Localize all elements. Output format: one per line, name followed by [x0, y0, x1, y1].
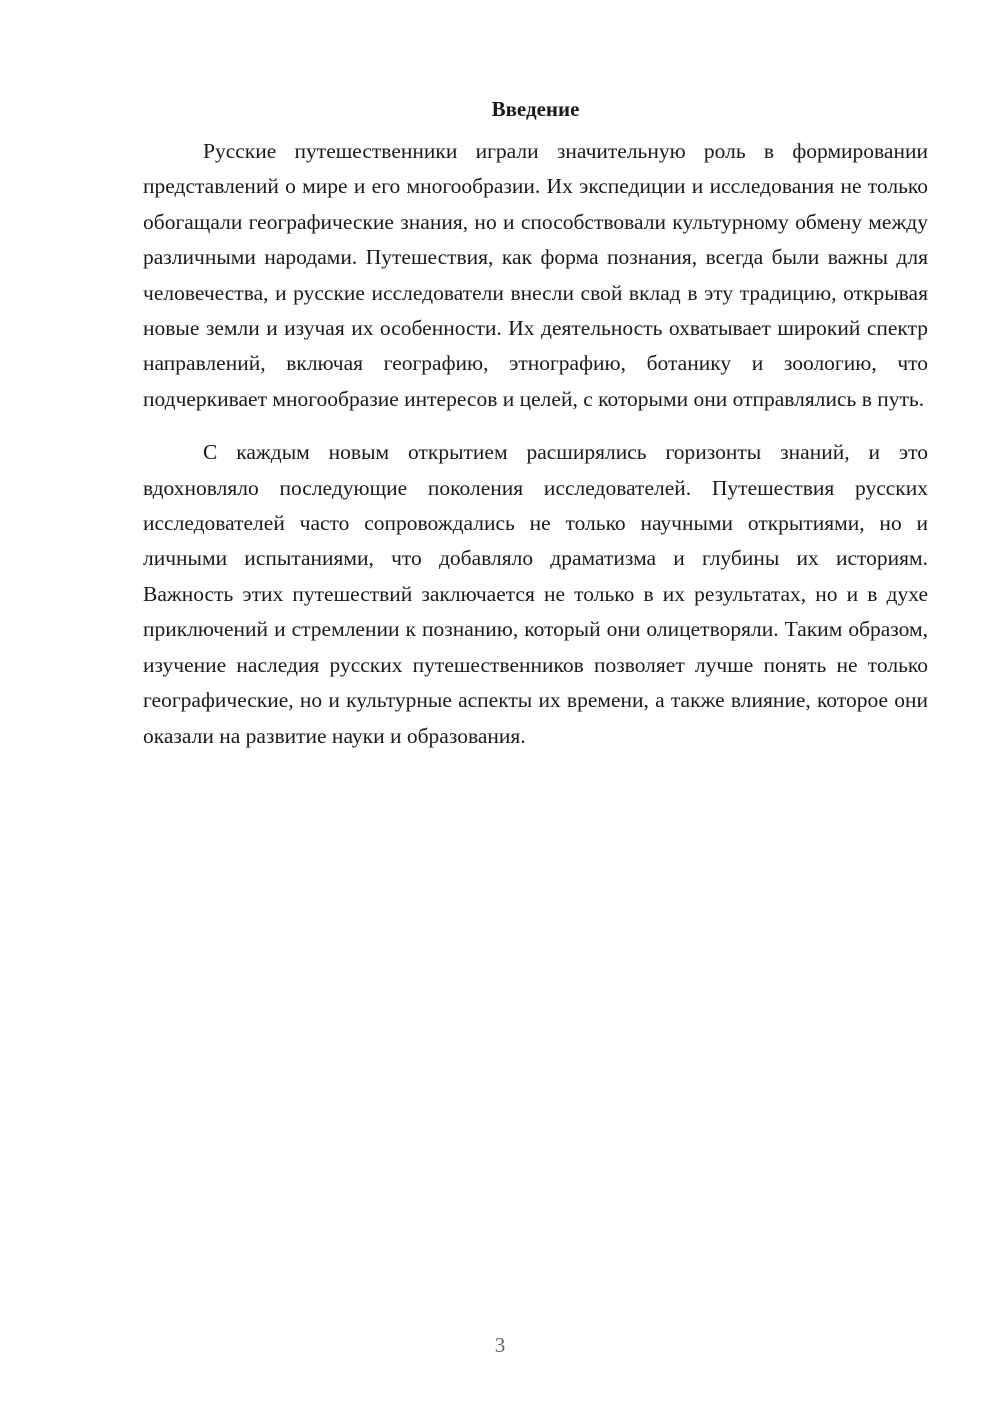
section-heading: Введение	[491, 97, 580, 121]
body-paragraph-1: Русские путешественники играли значительную роль в формировании представлений о мире и его многообразии. Их экспедиции и исследования не только обогащали географические знания, но и способствовали культурному обмену между различными народами. Путешествия, как форма познания, всегда были важны для человечества, и русские исследователи внесли свой вклад в эту традицию, открывая новые земли и изучая их особенности. Их деятельность охватывает широкий спектр направлений, включая географию, этнографию, ботанику и зоологию, что подчеркивает многообразие интересов и целей, с которыми они отправлялись в путь.	[143, 139, 928, 411]
page-content	[143, 92, 928, 754]
page-number: 3	[494, 1333, 506, 1357]
body-paragraph-2: С каждым новым открытием расширялись горизонты знаний, и это вдохновляло последующие поколения исследователей. Путешествия русских исследователей часто сопровождались не только научными открытиями, но и личными испытаниями, что добавляло драматизма и глубины их историям. Важность этих путешествий заключается не только в их результатах, но и в духе приключений и стремлении к познанию, который они олицетворяли. Таким образом, изучение наследия русских путешественников позволяет лучше понять не только географические, но и культурные аспекты их времени, а также влияние, которое они оказали на развитие науки и образования.	[143, 440, 928, 748]
